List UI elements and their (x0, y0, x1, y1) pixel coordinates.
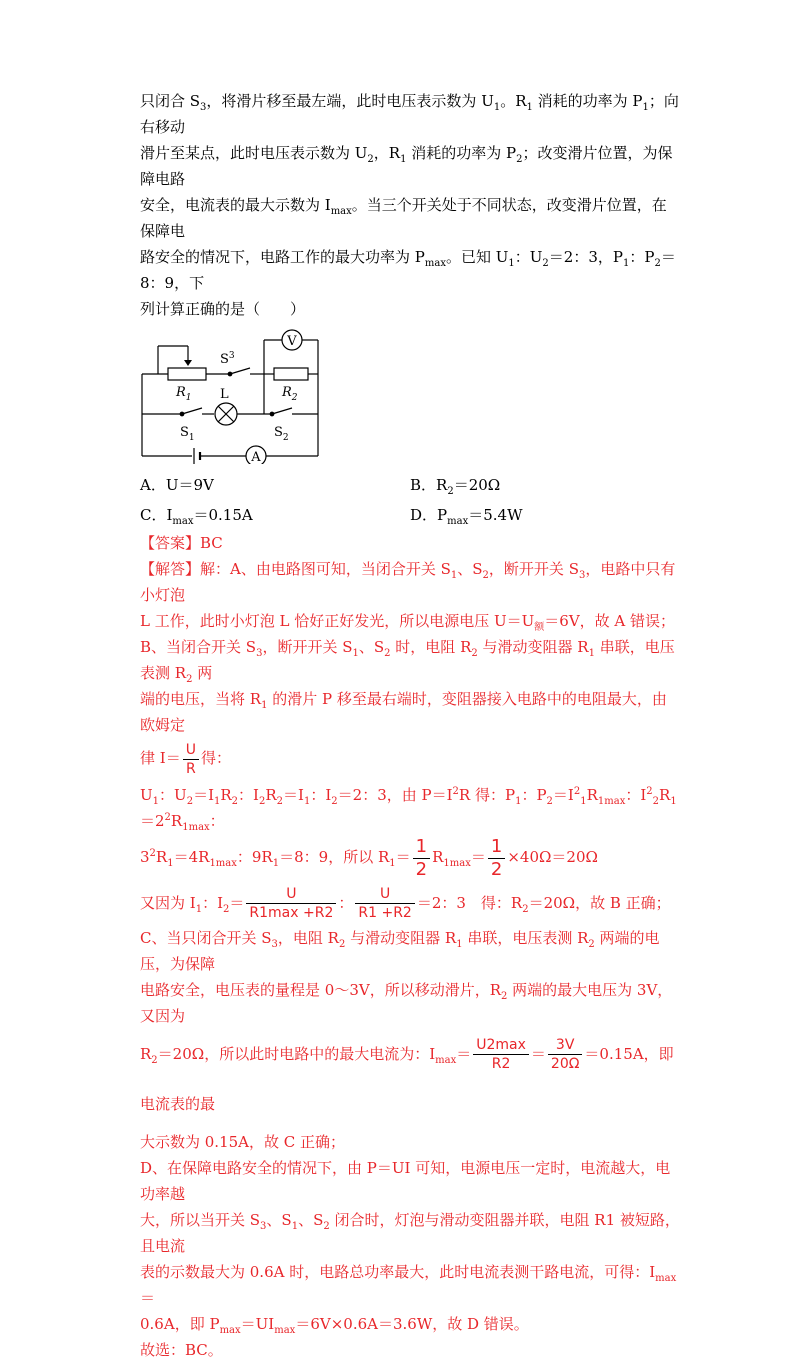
question-line-2: 滑片至某点，此时电压表示数为 $U_2$，$R_1$ 消耗的功率为 $P_2$；改变滑片位置，为保障电路 (140, 144, 673, 188)
choice-b: B．$R_2=20\Omega$ (410, 476, 501, 497)
analysis-line-9: C、当只闭合开关 $S_3$，电阻 $R_2$ 与滑动变阻器 $R_1$ 串联，电压表测 $R_2$ 两端的电压，为保障 (140, 928, 660, 973)
question-line-5: 列计算正确的是（ ） (140, 300, 306, 318)
fraction-c2: $\frac{3V}{20\Omega}$ (548, 1036, 583, 1073)
analysis-line-12: 大示数为 0.15A，故 C 正确； (140, 1132, 346, 1151)
fraction-i1: $\frac{U}{R1\max +R2}$ (246, 885, 336, 922)
label-r1: $R_1$ (176, 385, 192, 403)
label-s2: $S_2$ (274, 425, 289, 443)
analysis-line-8: 又因为 $I_1$：$I_2=$ $\frac{U}{R1\max +R2}$ ： $\frac{U}{R1 +R2}$ ＝2：3 得：$R_2=20\Omega$，故 B 正确； (140, 886, 671, 921)
label-r2: $R_2$ (282, 385, 298, 403)
analysis-line-4: 端的电压，当将 $R_1$ 的滑片 P 移至最右端时，变阻器接入电路中的电阻最大，由欧姆定 (140, 690, 667, 734)
label-s1: $S_1$ (180, 425, 195, 443)
resistor-r1 (168, 368, 206, 380)
choice-c: C．$I_{max}=0.15A$ (140, 506, 253, 527)
analysis-line-6: $U_1$：$U_2=I_1R_2$：$I_2R_2=I_1$：$I_2=2$：3，由 $P=I^2R$ 得：$P_1$：$P_2=I^2_1R_{1max}$：$I^2_2R_1=2^2R_{1max}$： (140, 786, 677, 833)
voltmeter-label: V (287, 334, 297, 349)
slider-arrowhead (184, 360, 192, 366)
question-line-4: 路安全的情况下，电路工作的最大功率为 $P_{max}$。已知 $U_1$：$U_2=2$：3，$P_1$：$P_2=8$：9，下 (140, 248, 676, 292)
document-page (140, 88, 680, 1363)
fraction-c1: $\frac{U2\max}{R2}$ (473, 1036, 529, 1073)
switch-s1 (182, 408, 202, 414)
switch-s2 (272, 408, 292, 414)
choice-a: A．U＝9V (140, 476, 214, 494)
label-l: L (220, 387, 229, 402)
label-s3: $S^3$ (220, 351, 235, 367)
analysis-conclusion: 故选：BC。 (140, 1340, 223, 1359)
circuit-diagram (140, 326, 340, 464)
fraction-half-2: $\frac{1}{2}$ (488, 836, 505, 881)
resistor-r2 (274, 368, 308, 380)
analysis-line-15: 表的示数最大为 0.6A 时，电路总功率最大，此时电流表测干路电流，可得：$I_{max}=$ (140, 1262, 677, 1307)
analysis-line-14: 大，所以当开关 $S_3$、$S_1$、$S_2$ 闭合时，灯泡与滑动变阻器并联，电阻 R1 被短路，且电流 (140, 1210, 680, 1255)
analysis-line-16: 0.6A，即 $P_{max}=UI_{max}=6V\times 0.6A=3.6W$，故 D 错误。 (140, 1314, 529, 1336)
fraction-half-1: $\frac{1}{2}$ (413, 836, 430, 881)
fraction-i2: $\frac{U}{R1 +R2}$ (355, 885, 414, 922)
question-line-3: 安全，电流表的最大示数为 $I_{max}$。当三个开关处于不同状态，改变滑片位置，在保障电 (140, 196, 667, 240)
answer-choices (140, 470, 680, 530)
choice-d: D．$P_{max}=5.4W$ (410, 506, 523, 527)
analysis-line-5: 律 I＝ $\frac{U}{R}$ 得： (140, 741, 231, 777)
ammeter-label: A (251, 450, 261, 464)
question-line-1: 只闭合 $S_3$，将滑片移至最左端，此时电压表示数为 $U_1$。$R_1$ 消耗的功率为 $P_1$；向右移动 (140, 92, 679, 136)
fraction-ohm: $\frac{U}{R}$ (183, 741, 199, 778)
switch-s3 (230, 368, 250, 374)
analysis-line-10: 电路安全，电压表的量程是 0～3V，所以移动滑片，$R_2$ 两端的最大电压为 3V，又因为 (140, 980, 673, 1025)
analysis-line-13: D、在保障电路安全的情况下，由 P＝UI 可知，电源电压一定时，电流越大，电功率越 (140, 1158, 671, 1203)
analysis-line-11: $R_2=20\Omega$，所以此时电路中的最大电流为：$I_{max}=$ $\frac{U2\max}{R2}$ ＝ $\frac{3V}{20\Omega}$ ＝0.15A，即电流表的最 (140, 1037, 674, 1113)
analysis-line-7: $3^2R_1=4R_{1max}$：$9R_1=8$：9，所以 $R_1=$ $\frac{1}{2}$ $R_{1max}=$ $\frac{1}{2}$ ×40Ω＝20Ω (140, 835, 598, 880)
analysis-line-2: L 工作，此时小灯泡 L 恰好正好发光，所以电源电压 $U=U_额=6V$，故 A 错误； (140, 612, 676, 633)
analysis-line-3: B、当闭合开关 $S_3$，断开开关 $S_1$、$S_2$ 时，电阻 $R_2$ 与滑动变阻器 $R_1$ 串联，电压表测 $R_2$ 两 (140, 638, 675, 685)
answer-label: 【答案】BC (140, 534, 223, 552)
analysis-line-1: 【解答】解：A、由电路图可知，当闭合开关 $S_1$、$S_2$，断开开关 $S_3$，电路中只有小灯泡 (140, 560, 676, 604)
